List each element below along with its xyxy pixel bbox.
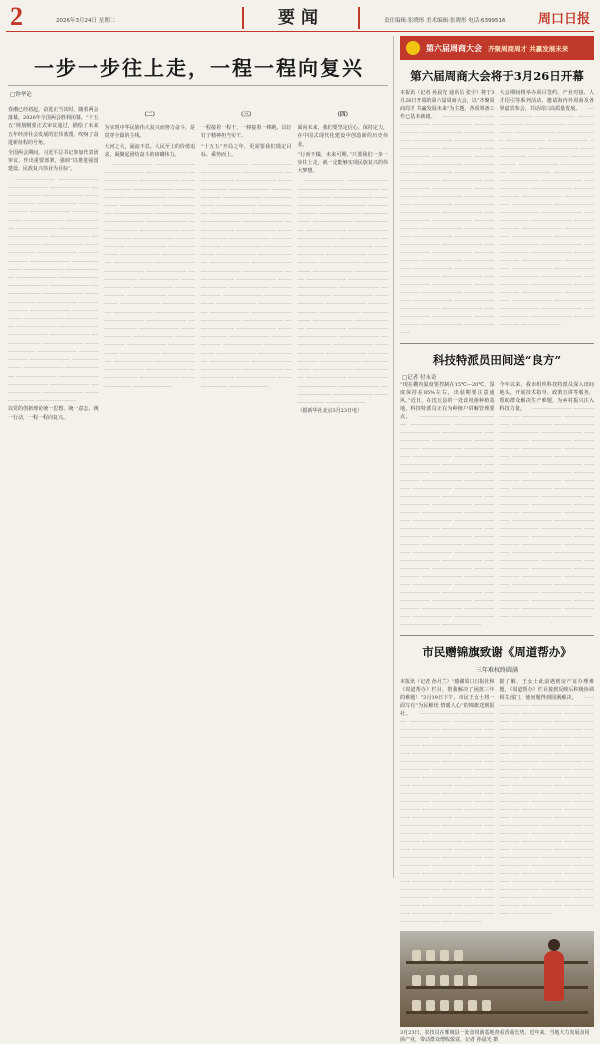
paragraph: 本报讯（记者 孙晨光 通讯员 张宇）将于3月26日开幕的第六届周商大会，以“齐聚周商周才 共赢发展未来”为主题，各项筹备工作已基本就绪。 bbox=[400, 90, 495, 120]
article-1-title: 第六届周商大会将于3月26日开幕 bbox=[410, 69, 584, 83]
column-text-filler: ──────────── ──────────── ──────────── ──────────── ──────────── ──────────── ──────────── ──────────── ──────────── ──────────── ──────────── ──────────── ──────────── ──────────── ──────────── ──────────── ──────────── ──────────── ──────────── ──────────── ──────────── ──────────── ──────────── ──────────── ──────────── ──────────── ──────────── ──────────── ──────────── ──────────── ──────────── ──────────── ──────────── ──────────── ──────────── ──────────── ──────────── ──────────── ──────────── ──────────── ──────────── ──────────── ──────────── ──────────── ──────────── ──────────── ──────────── ──────────── ──────────── ──────────── ──────────── ──────────── ──────────── ──────────── ──────────── ──────────── ──────────── ──────────── ──────────── ──────────── bbox=[297, 178, 388, 406]
conference-banner bbox=[400, 36, 594, 60]
mushroom-bag bbox=[426, 975, 435, 986]
lead-article-columns bbox=[8, 106, 388, 878]
lead-article bbox=[8, 36, 388, 878]
column-text-filler: ──────────── ──────────── ──────────── ──────────── ──────────── ──────────── ──────────── ──────────── ──────────── ──────────── ──────────── ──────────── ──────────── ──────────── ──────────── ──────────── ──────────── ──────────── ──────────── ──────────── ──────────── ──────────── ──────────── ──────────── ──────────── ──────────── ──────────── ──────────── ──────────── ──────────── ──────────── ──────────── ──────────── ──────────── ──────────── ──────────── ──────────── ──────────── ──────────── ──────────── ──────────── ──────────── ──────────── ──────────── ──────────── ──────────── ──────────── ──────────── ──────────── ──────────── ──────────── ──────────── ──────────── ──────────── ──────────── ──────────── ──────────── ──────────── ──────────── ──────────── bbox=[400, 711, 495, 925]
column-text-filler: ──────────── ──────────── ──────────── ──────────── ──────────── ──────────── ──────────── ──────────── ──────────── ──────────── ──────────── ──────────── ──────────── ──────────── ──────────── ──────────── ──────────── ──────────── ──────────── ──────────── ──────────── ──────────── ──────────── ──────────── ──────────── ──────────── ──────────── ──────────── ──────────── ──────────── ──────────── ──────────── ──────────── ──────────── ──────────── ──────────── ──────────── ──────────── ──────────── ──────────── ──────────── ──────────── ──────────── ──────────── ──────────── ──────────── ──────────── ──────────── ──────────── ──────────── ──────────── ──────────── ──────────── ──────────── ──────────── ──────────── ──────────── ──────────── ──────────── ──────────── bbox=[104, 162, 195, 390]
flag-icon bbox=[406, 41, 420, 55]
paragraph: 本报讯（记者 孙月兰）“感谢周口日报社和《周道帮办》栏目，帮我解决了困扰三年的难题！”3月19日下午，市民王女士将一面写有“为民解忧 情暖人心”的锦旗送到报社。 bbox=[400, 679, 495, 717]
issue-date: 2026年3月24日 星期二 bbox=[56, 18, 116, 24]
page-number: 2 bbox=[10, 2, 23, 31]
mushroom-bag bbox=[468, 1000, 477, 1011]
paragraph: “行而不辍，未来可期。”只要我们一步一步往上走，就一定能够实现民族复兴的伟大梦想。 bbox=[297, 151, 388, 175]
article-source-note: （据新华社北京3月23日电） bbox=[297, 408, 363, 415]
column-text-filler: ──────────── ──────────── ──────────── ──────────── ──────────── ──────────── ──────────── ──────────── ──────────── ──────────── ──────────── ──────────── ──────────── ──────────── ──────────── ──────────── ──────────── ──────────── ──────────── ──────────── ──────────── ──────────── ──────────── ──────────── ──────────── ──────────── ──────────── ──────────── ──────────── ──────────── ──────────── ──────────── ──────────── ──────────── ──────────── ──────────── ──────────── ──────────── ──────────── ──────────── ──────────── ──────────── ──────────── ──────────── ──────────── ──────────── ──────────── ──────────── ──────────── ──────────── ──────────── ──────────── ──────────── ──────────── ──────────── ──────────── ──────────── ──────────── ──────────── ──────────── bbox=[400, 114, 495, 336]
paragraph: 大河之大，涌流不息。人民至上的价值追求，凝聚起团结奋斗的磅礴伟力。 bbox=[104, 143, 195, 158]
section-heading: （四） bbox=[334, 112, 351, 118]
paragraph: 以党的创新理论统一思想、统一意志、统一行动，一程一程向复兴。 bbox=[8, 406, 99, 421]
mushroom-bag bbox=[454, 950, 463, 961]
mushroom-bag bbox=[412, 975, 421, 986]
article-3-title: 市民赠锦旗致谢《周道帮办》 bbox=[422, 645, 572, 659]
column-text-filler: ──────────── ──────────── ──────────── ──────────── ──────────── ──────────── ──────────── ──────────── ──────────── ──────────── ──────────── ──────────── ──────────── ──────────── ──────────── ──────────── ──────────── ──────────── ──────────── ──────────── ──────────── ──────────── ──────────── ──────────── ──────────── ──────────── ──────────── ──────────── ──────────── ──────────── ──────────── ──────────── ──────────── ──────────── ──────────── ──────────── ──────────── ──────────── ──────────── ──────────── ──────────── ──────────── ──────────── ──────────── ──────────── ──────────── ──────────── ──────────── ──────────── ──────────── ──────────── ──────────── ──────────── ──────────── ──────────── ──────────── ──────────── ──────────── ──────────── ──────────── bbox=[499, 406, 594, 620]
banner-title: 第六届周商大会 bbox=[426, 42, 482, 53]
section-heading: （三） bbox=[237, 112, 255, 118]
article-2-byline: □记者 付永奇 bbox=[402, 375, 437, 381]
editor-info: 责任编辑:张晓彤 美术编辑:张晓彤 电话:6399516 bbox=[384, 18, 506, 24]
banner-slogan: 齐聚周商周才 共赢发展未来 bbox=[488, 44, 569, 53]
paragraph: 全国两会期间，习近平总书记参加代表团审议、作出重要部署，强调“以推进强国建设、民族复兴伟业为目标”。 bbox=[8, 150, 99, 173]
shelf bbox=[406, 1011, 588, 1014]
mushroom-bag bbox=[426, 1000, 435, 1011]
mushroom-bag bbox=[440, 950, 449, 961]
mushroom-bag bbox=[426, 950, 435, 961]
lead-article-title: 一步一步往上走，一程一程向复兴 bbox=[8, 36, 388, 86]
mushroom-bag bbox=[454, 975, 463, 986]
paragraph: 为实现中华民族伟大复兴而努力奋斗，是贯穿全篇的主线。 bbox=[104, 125, 195, 140]
photo-caption: 3月23日，农技员在郸城县一处食用菌基地查看香菇长势。近年来，当地大力发展食用菌产业，带动群众增收致富。记者 孙晨光 摄 bbox=[400, 1030, 590, 1043]
divider bbox=[400, 635, 594, 636]
news-photo bbox=[400, 931, 594, 1027]
article-column-4 bbox=[298, 106, 389, 878]
article-3-body bbox=[400, 678, 594, 926]
right-column bbox=[400, 36, 595, 1043]
column-divider bbox=[393, 36, 394, 878]
column-text-filler: ──────────── ──────────── ──────────── ──────────── ──────────── ──────────── ──────────── ──────────── ──────────── ──────────── ──────────── ──────────── ──────────── ──────────── ──────────── ──────────── ──────────── ──────────── ──────────── ──────────── ──────────── ──────────── ──────────── ──────────── ──────────── ──────────── ──────────── ──────────── ──────────── ──────────── ──────────── ──────────── ──────────── ──────────── ──────────── ──────────── ──────────── ──────────── ──────────── ──────────── ──────────── ──────────── ──────────── ──────────── ──────────── ──────────── ──────────── ──────────── ──────────── ──────────── ──────────── ──────────── ──────────── ──────────── ──────────── ──────────── ──────────── ──────────── ──────────── ──────────── bbox=[8, 176, 99, 405]
lead-article-byline: □钟华论 bbox=[10, 92, 32, 98]
page-header bbox=[6, 4, 594, 32]
paragraph: 大会期间将举办项目签约、产业对接、人才招引等系列活动，邀请海内外周商及各界嘉宾参会，共话周口高质量发展。 bbox=[499, 90, 594, 112]
article-column-2 bbox=[105, 106, 196, 878]
section-title: 要闻 bbox=[242, 7, 360, 29]
paragraph: 一程接着一程干，一棒接着一棒跑，以钉钉子精神担当实干。 bbox=[201, 125, 292, 140]
section-heading: （二） bbox=[141, 112, 158, 118]
divider bbox=[400, 343, 594, 344]
mushroom-bag bbox=[412, 950, 421, 961]
column-text-filler: ──────────── ──────────── ──────────── ──────────── ──────────── ──────────── ──────────── ──────────── ──────────── ──────────── ──────────── ──────────── ──────────── ──────────── ──────────── ──────────── ──────────── ──────────── ──────────── ──────────── ──────────── ──────────── ──────────── ──────────── ──────────── ──────────── ──────────── ──────────── ──────────── ──────────── ──────────── ──────────── ──────────── ──────────── ──────────── ──────────── ──────────── ──────────── ──────────── ──────────── ──────────── ──────────── ──────────── ──────────── ──────────── ──────────── ──────────── ──────────── ──────────── ──────────── ──────────── ──────────── ──────────── ──────────── ──────────── ──────────── ──────────── ──────────── ──────────── ──────────── bbox=[499, 695, 594, 917]
person-head bbox=[548, 939, 560, 951]
article-1-body bbox=[400, 89, 594, 337]
article-2-title: 科技特派员田间送“良方” bbox=[432, 353, 562, 367]
newspaper-logo: 周口日报 bbox=[537, 12, 590, 27]
paragraph: 春潮已经初起，奋进正当其时。随着两会落幕，2026年全国两会胜利闭幕，“十五五”规划纲要正式审议通过，描绘了未来五年经济社会发展的宏伟蓝图，吹响了奋进新征程的号角。 bbox=[8, 107, 99, 146]
mushroom-bag bbox=[454, 1000, 463, 1011]
person-figure bbox=[544, 951, 564, 1001]
paragraph: “现在棚内温度要控制在15℃—20℃，湿度保持在85%左右，出菇期要注意通风。”近日，在沈丘县的一处食用菌种植基地，科技特派员正在为种植户讲解管理要点。 bbox=[400, 382, 495, 420]
mushroom-bag bbox=[440, 1000, 449, 1011]
column-text-filler: ──────────── ──────────── ──────────── ──────────── ──────────── ──────────── ──────────── ──────────── ──────────── ──────────── ──────────── ──────────── ──────────── ──────────── ──────────── ──────────── ──────────── ──────────── ──────────── ──────────── ──────────── ──────────── ──────────── ──────────── ──────────── ──────────── ──────────── ──────────── ──────────── ──────────── ──────────── ──────────── ──────────── ──────────── ──────────── ──────────── ──────────── ──────────── ──────────── ──────────── ──────────── ──────────── ──────────── ──────────── ──────────── ──────────── ──────────── ──────────── ──────────── ──────────── ──────────── ──────────── ──────────── ──────────── ──────────── ──────────── ──────────── ──────────── ──────────── ──────────── bbox=[499, 106, 595, 328]
article-2-body bbox=[400, 381, 594, 629]
mushroom-bag bbox=[412, 1000, 421, 1011]
paragraph: 据了解，王女士此前遇到房产证办理难题，《周道帮办》栏目接到反映后积极协调相关部门，使问题得到圆满解决。 bbox=[499, 679, 594, 701]
paragraph: 面向未来，我们要坚定信心、保持定力，在中国式现代化建设中创造新的历史伟业。 bbox=[297, 125, 388, 148]
paragraph: “十五五”开局之年，更需要我们锚定目标、乘势而上。 bbox=[201, 143, 292, 158]
article-column-1 bbox=[8, 106, 99, 878]
column-text-filler: ──────────── ──────────── ──────────── ──────────── ──────────── ──────────── ──────────── ──────────── ──────────── ──────────── ──────────── ──────────── ──────────── ──────────── ──────────── ──────────── ──────────── ──────────── ──────────── ──────────── ──────────── ──────────── ──────────── ──────────── ──────────── ──────────── ──────────── ──────────── ──────────── ──────────── ──────────── ──────────── ──────────── ──────────── ──────────── ──────────── ──────────── ──────────── ──────────── ──────────── ──────────── ──────────── ──────────── ──────────── ──────────── ──────────── ──────────── ──────────── ──────────── ──────────── ──────────── ──────────── ──────────── ──────────── ──────────── ──────────── ──────────── ──────────── ──────────── ──────────── bbox=[400, 414, 495, 628]
column-text-filler: ──────────── ──────────── ──────────── ──────────── ──────────── ──────────── ──────────── ──────────── ──────────── ──────────── ──────────── ──────────── ──────────── ──────────── ──────────── ──────────── ──────────── ──────────── ──────────── ──────────── ──────────── ──────────── ──────────── ──────────── ──────────── ──────────── ──────────── ──────────── ──────────── ──────────── ──────────── ──────────── ──────────── ──────────── ──────────── ──────────── ──────────── ──────────── ──────────── ──────────── ──────────── ──────────── ──────────── ──────────── ──────────── ──────────── ──────────── ──────────── ──────────── ──────────── ──────────── ──────────── ──────────── ──────────── ──────────── ──────────── ──────────── ──────────── ──────────── ──────────── bbox=[201, 162, 292, 390]
mushroom-bag bbox=[468, 975, 477, 986]
paragraph: 今年以来，我市组织科技特派员深入田间地头，开展技术指导、政策宣讲等服务，帮助群众解决生产难题，为乡村振兴注入科技力量。 bbox=[499, 382, 594, 412]
article-column-3 bbox=[201, 106, 292, 878]
mushroom-bag bbox=[440, 975, 449, 986]
article-3-subtitle: 三年难权终圆满 bbox=[475, 667, 518, 674]
mushroom-bag bbox=[482, 1000, 491, 1011]
